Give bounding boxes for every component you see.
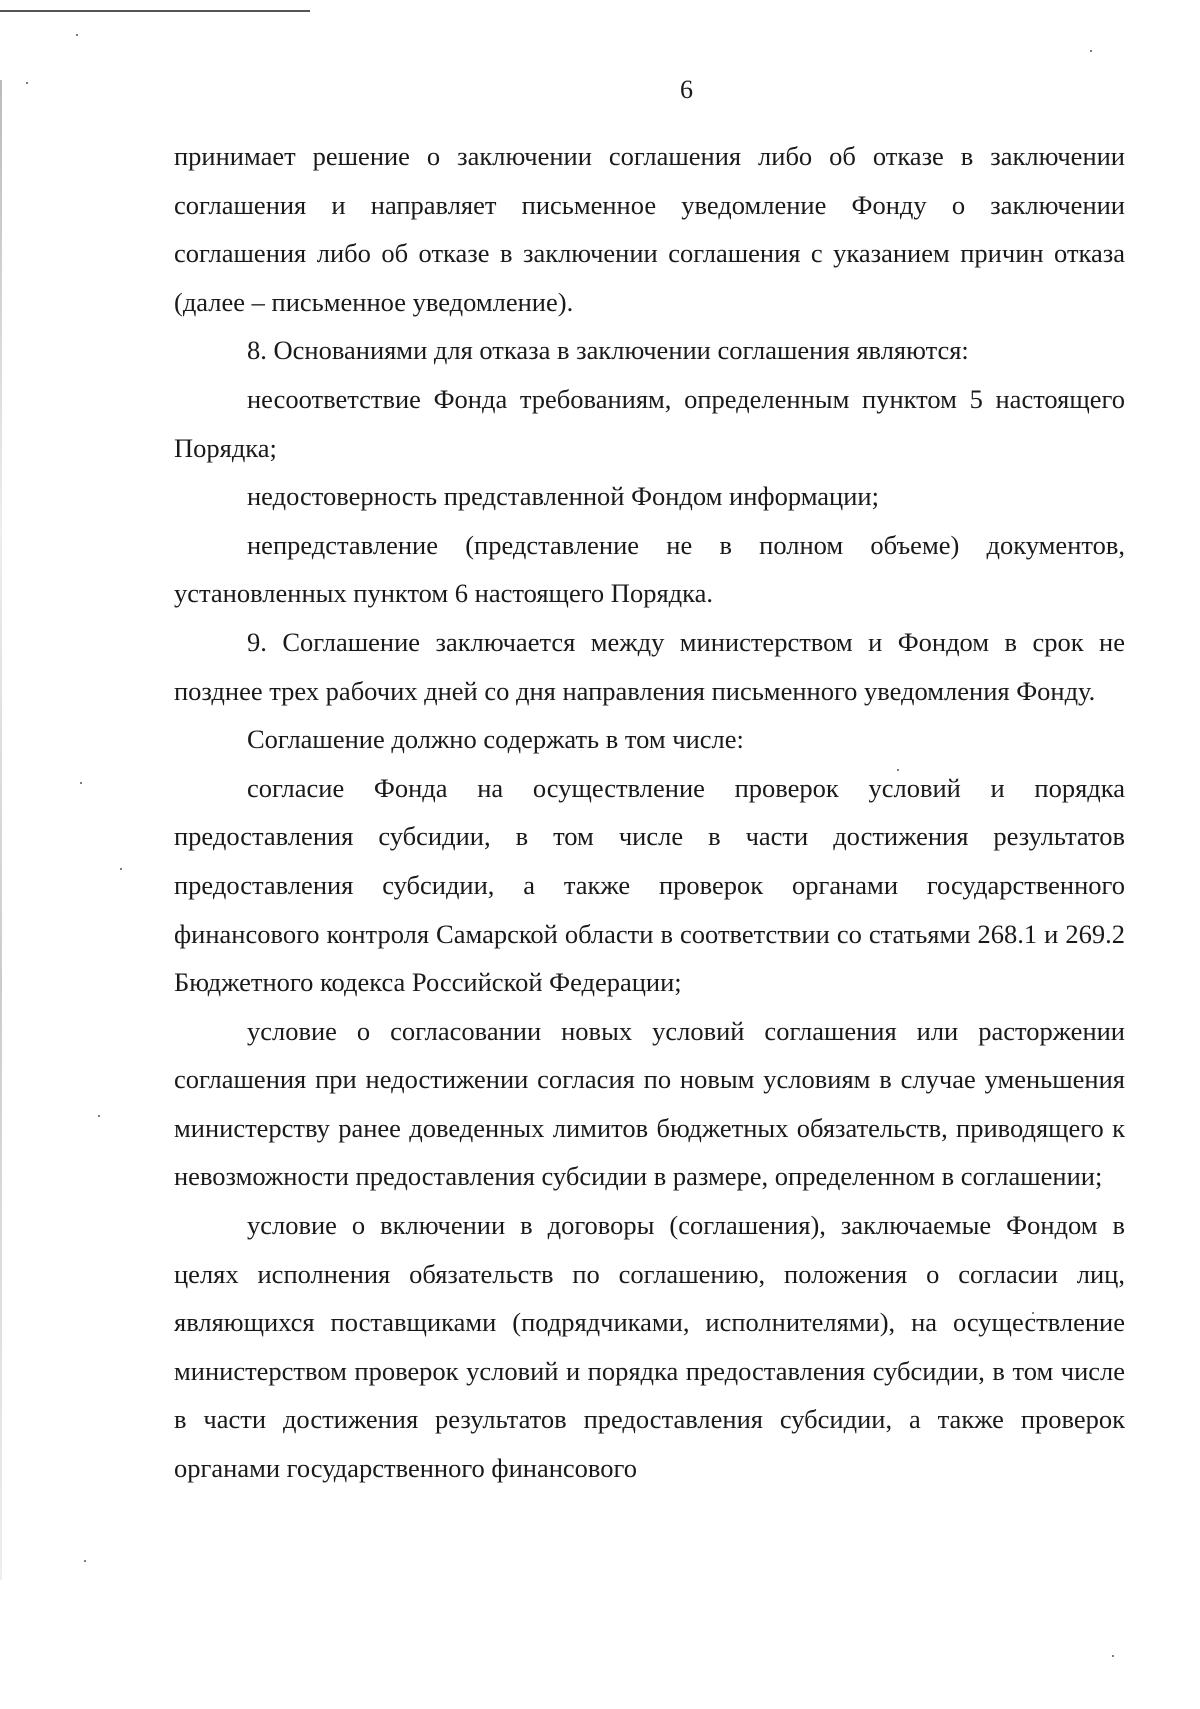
paragraph-continuation: принимает решение о заключении соглашения либо об отказе в заключении соглашения и направляет письменное уведомление Фонду о заключении соглашения либо об отказе в заключении соглашения с указанием причин отказа (далее – письменное уведомление). [174, 141, 1125, 317]
paragraph-item-9: 9. Соглашение заключается между министерством и Фондом в срок не позднее трех рабочих дней со дня направления письменного уведомления Фонду. [174, 626, 1125, 706]
scan-left-edge-shadow [0, 80, 2, 1580]
paragraph-reason-nonconformity: несоответствие Фонда требованиям, определенным пунктом 5 настоящего Порядка; [174, 383, 1125, 463]
paragraph-consent-inspections: согласие Фонда на осуществление проверок условий и порядка предоставления субсидии, в том числе в части достижения результатов предоставления субсидии, а также проверок органами государственного финансового контроля Самарской области в соответствии со статьями 268.1 и 269.2 Бюджетного кодекса Российской Федерации; [174, 772, 1125, 998]
scan-speck [120, 868, 122, 870]
paragraph-condition-contracts: условие о включении в договоры (соглашения), заключаемые Фондом в целях исполнения обязательств по соглашению, положения о согласии лиц, являющихся поставщиками (подрядчиками, исполнителями), на осуществление министерством проверок условий и порядка предоставления субсидии, в том числе в части достижения результатов предоставления субсидии, а также проверок органами государственного финансового [174, 1210, 1125, 1484]
page-number: 6 [680, 75, 693, 104]
paragraph-condition-new-terms: условие о согласовании новых условий соглашения или расторжении соглашения при недостижении согласия по новым условиям в случае уменьшения министерству ранее доведенных лимитов бюджетных обязательств, приводящего к невозможности предоставления субсидии в размере, определенном в соглашении; [174, 1015, 1125, 1192]
scan-speck [76, 34, 78, 36]
scan-speck [80, 782, 82, 784]
scan-speck [1090, 50, 1092, 52]
scan-speck [84, 1560, 86, 1562]
scan-speck [98, 1115, 100, 1117]
document-body [174, 132, 1125, 1493]
scan-top-edge-line [0, 10, 310, 12]
scan-speck [1112, 1655, 1114, 1657]
paragraph-reason-unreliable-info: недостоверность представленной Фондом информации; [247, 481, 879, 512]
paragraph-reason-missing-docs: непредставление (представление не в полном объеме) документов, установленных пунктом 6 настоящего Порядка. [174, 529, 1125, 609]
paragraph-agreement-contents: Соглашение должно содержать в том числе: [247, 724, 744, 755]
paragraph-item-8: 8. Основаниями для отказа в заключении соглашения являются: [247, 335, 969, 366]
